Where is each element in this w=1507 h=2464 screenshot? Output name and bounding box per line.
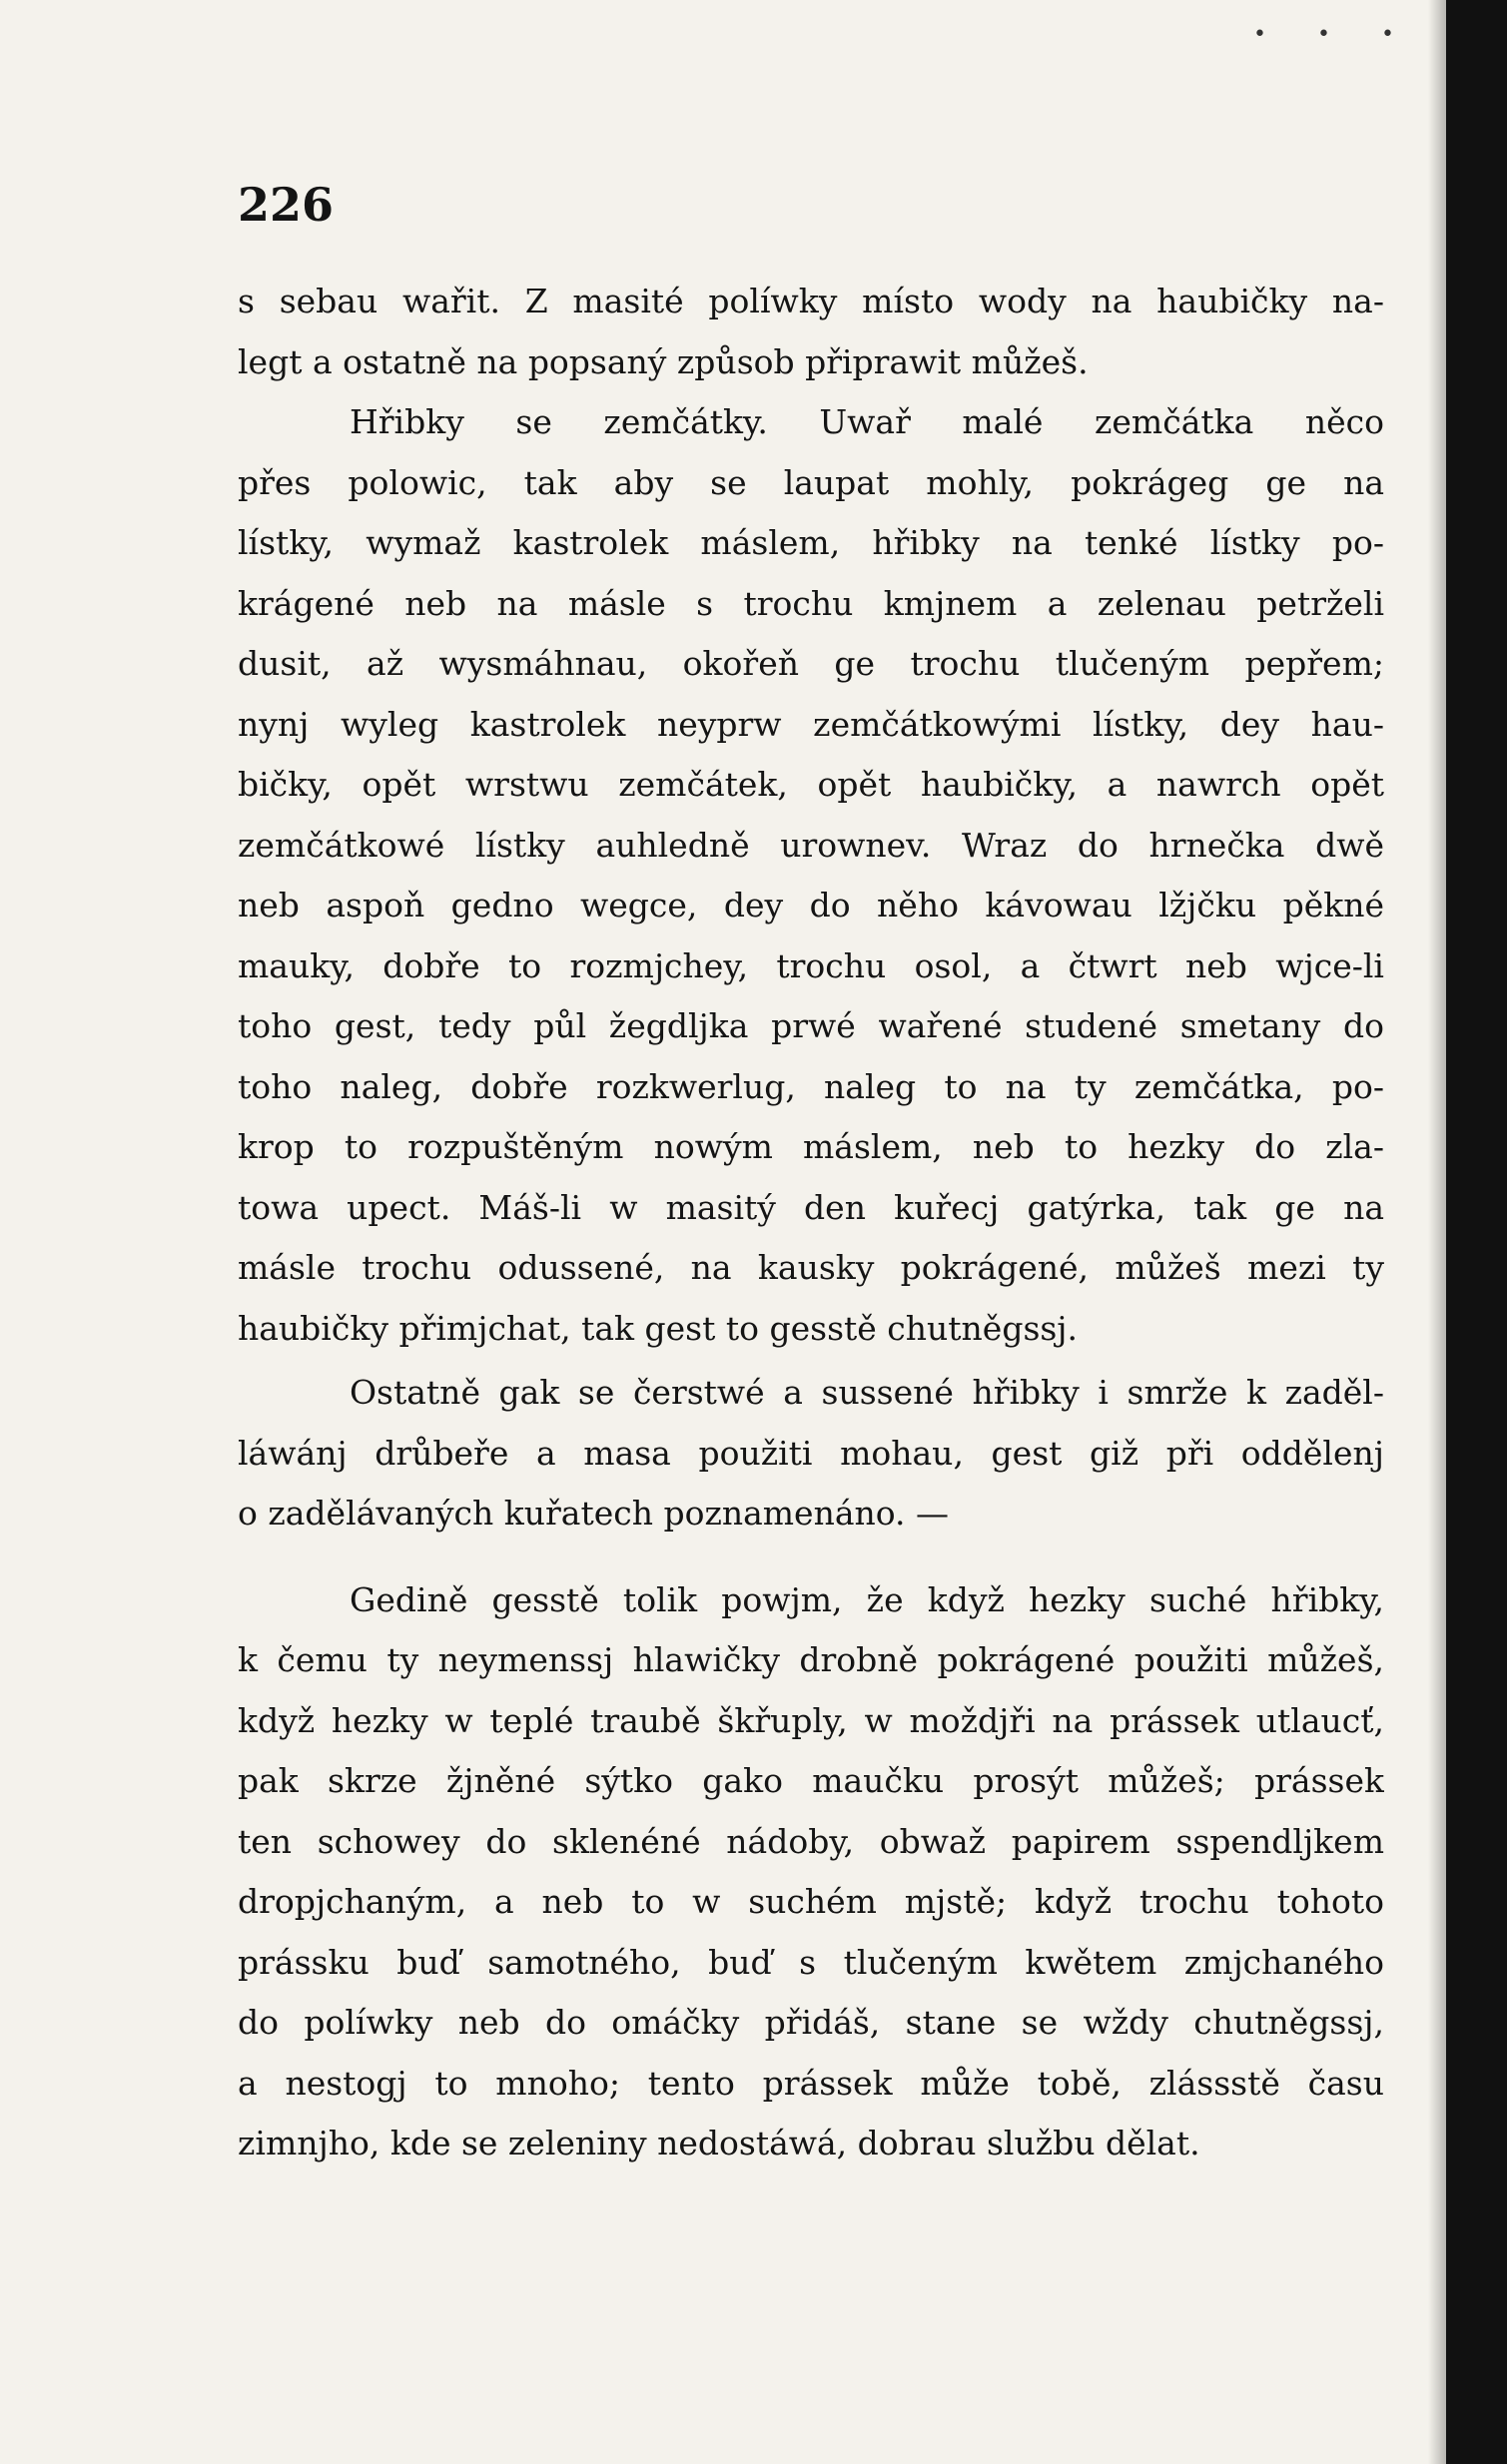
text-line: ten schowey do sklenéné nádoby, obwaž papirem sspendljkem <box>238 1821 1384 1861</box>
text-line: zimnjho, kde se zeleniny nedostáwá, dobrau službu dělat. <box>238 2124 1200 2162</box>
text-body <box>238 272 1384 2174</box>
text-line: toho gest, tedy půl žegdljka prwé wařené studené smetany do <box>238 1006 1384 1045</box>
text-line: haubičky přimjchat, tak gest to gesstě chutněgssj. <box>238 1308 1079 1348</box>
text-line: když hezky w teplé traubě škřuply, w moždjři na prássek utlaucť, <box>238 1700 1384 1740</box>
page-edge-shadow <box>1428 0 1446 2464</box>
text-line: Gedině gesstě tolik powjm, že když hezky suché hřibky, <box>350 1579 1384 1619</box>
paragraph-p2 <box>238 392 1384 1359</box>
page-number: 226 <box>238 178 335 232</box>
text-line: krop to rozpuštěným nowým máslem, neb to hezky do zla- <box>238 1127 1384 1166</box>
text-line: o zadělávaných kuřatech poznamenáno. — <box>238 1494 950 1533</box>
text-line: do políwky neb do omáčky přidáš, stane se wždy chutněgssj, <box>238 2003 1384 2042</box>
text-line: towa upect. Máš-li w masitý den kuřecj gatýrka, tak ge na <box>238 1187 1384 1227</box>
text-line: bičky, opět wrstwu zemčátek, opět haubičky, a nawrch opět <box>238 765 1384 804</box>
text-line: Hřibky se zemčátky. Uwař malé zemčátka něco <box>350 402 1384 441</box>
paragraph-p1 <box>238 272 1384 392</box>
text-line: legt a ostatně na popsaný způsob připrawit můžeš. <box>238 341 1089 381</box>
text-line: přes polowic, tak aby se laupat mohly, pokrágeg ge na <box>238 462 1384 502</box>
text-line: mauky, dobře to rozmjchey, trochu osol, a čtwrt neb wjce-li <box>238 945 1384 985</box>
text-line: Ostatně gak se čerstwé a sussené hřibky i smrže k zaděl- <box>350 1373 1384 1412</box>
text-line: krágené neb na másle s trochu kmjnem a zelenau petrželi <box>238 583 1384 623</box>
text-line: nynj wyleg kastrolek neyprw zemčátkowými lístky, dey hau- <box>238 704 1384 744</box>
text-line: másle trochu odussené, na kausky pokrágené, můžeš mezi ty <box>238 1248 1384 1287</box>
paragraph-p3 <box>238 1363 1384 1544</box>
text-line: pak skrze žjněné sýtko gako maučku prosýt můžeš; prássek <box>238 1761 1384 1800</box>
text-line: zemčátkowé lístky auhledně urownev. Wraz do hrnečka dwě <box>238 825 1384 865</box>
text-line: s sebau wařit. Z masité políwky místo wody na haubičky na- <box>238 282 1384 320</box>
text-line: neb aspoň gedno wegce, dey do něho kávowau lžjčku pěkné <box>238 886 1384 924</box>
corner-marks: • • • <box>1253 22 1416 47</box>
text-line: dropjchaným, a neb to w suchém mjstě; když trochu tohoto <box>238 1882 1384 1921</box>
text-line: láwánj drůbeře a masa použiti mohau, gest giž při oddělenj <box>238 1433 1384 1473</box>
text-line: k čemu ty neymenssj hlawičky drobně pokrágené použiti můžeš, <box>238 1640 1384 1679</box>
paragraph-p4 <box>238 1570 1384 2174</box>
text-line: dusit, až wysmáhnau, okořeň ge trochu tlučeným pepřem; <box>238 644 1384 683</box>
text-line: toho naleg, dobře rozkwerlug, naleg to na ty zemčátka, po- <box>238 1066 1384 1106</box>
text-line: prássku buď samotného, buď s tlučeným kwětem zmjchaného <box>238 1942 1384 1982</box>
text-line: a nestogj to mnoho; tento prássek může tobě, zlássstě času <box>238 2063 1384 2103</box>
text-line: lístky, wymaž kastrolek máslem, hřibky na tenké lístky po- <box>238 523 1384 562</box>
